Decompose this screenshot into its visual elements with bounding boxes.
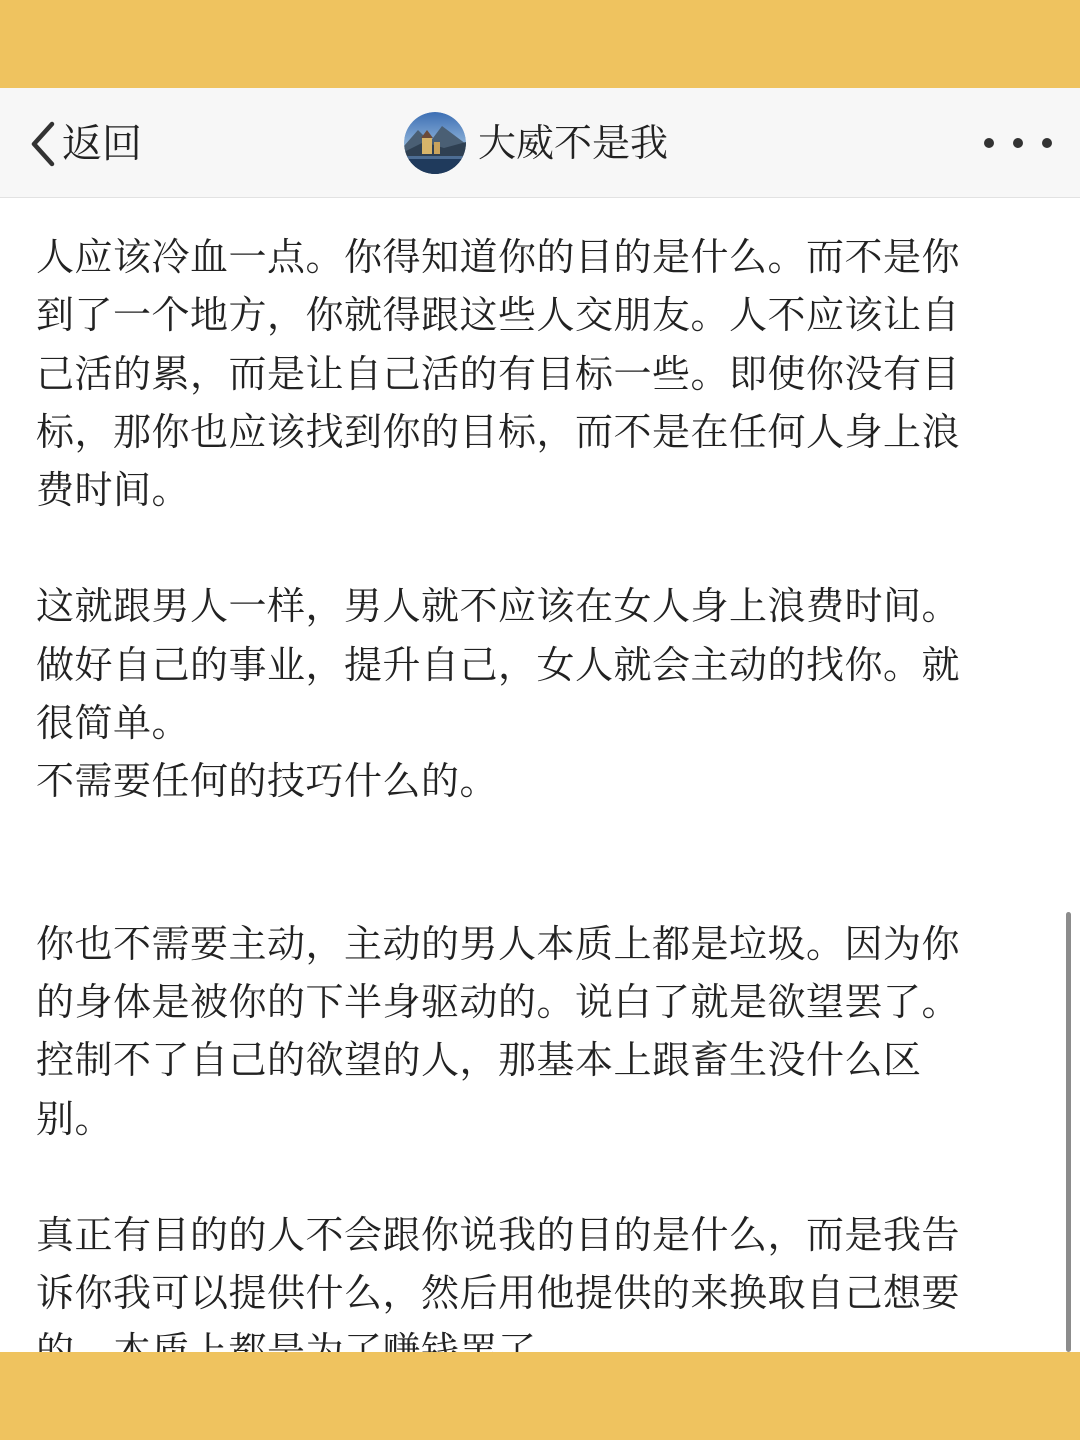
- more-dots-icon: [984, 138, 994, 148]
- bottom-decorative-band: [0, 1352, 1080, 1440]
- post-paragraph: 真正有目的的人不会跟你说我的目的是什么，而是我告 诉你我可以提供什么，然后用他提供的来换取自己想要: [36, 1212, 961, 1316]
- post-paragraph: 人应该冷血一点。你得知道你的目的是什么。而不是你 到了一个地方，你就得跟这些人交朋友。人不应该让自 己活的累，而是让自己活的有目标一些。即使你没有目 标，那你也应该找到你的目标，而不是在任何人身上浪 费时间。: [36, 235, 961, 513]
- post-paragraph: 你也不需要主动，主动的男人本质上都是垃圾。因为你 的身体是被你的下半身驱动的。说白了就是欲望罢了。 控制不了自己的欲望的人，那基本上跟畜生没什么区 别。: [36, 921, 961, 1141]
- nav-bar: [0, 88, 1080, 198]
- author-profile[interactable]: [404, 112, 668, 174]
- more-dots-icon: [1042, 138, 1052, 148]
- avatar[interactable]: [404, 112, 466, 174]
- back-label: 返回: [62, 121, 142, 167]
- top-decorative-band: [0, 0, 1080, 88]
- more-dots-icon: [1013, 138, 1023, 148]
- back-button[interactable]: [28, 118, 142, 170]
- scrollbar[interactable]: [1066, 912, 1071, 1352]
- author-name[interactable]: 大威不是我: [478, 121, 669, 165]
- chevron-left-icon: [28, 118, 58, 170]
- more-options-button[interactable]: [984, 128, 1052, 158]
- post-content: [36, 228, 1036, 1381]
- post-paragraph: 这就跟男人一样，男人就不应该在女人身上浪费时间。 做好自己的事业，提升自己，女人就会主动的找你。就 很简单。 不需要任何的技巧什么的。: [36, 584, 961, 804]
